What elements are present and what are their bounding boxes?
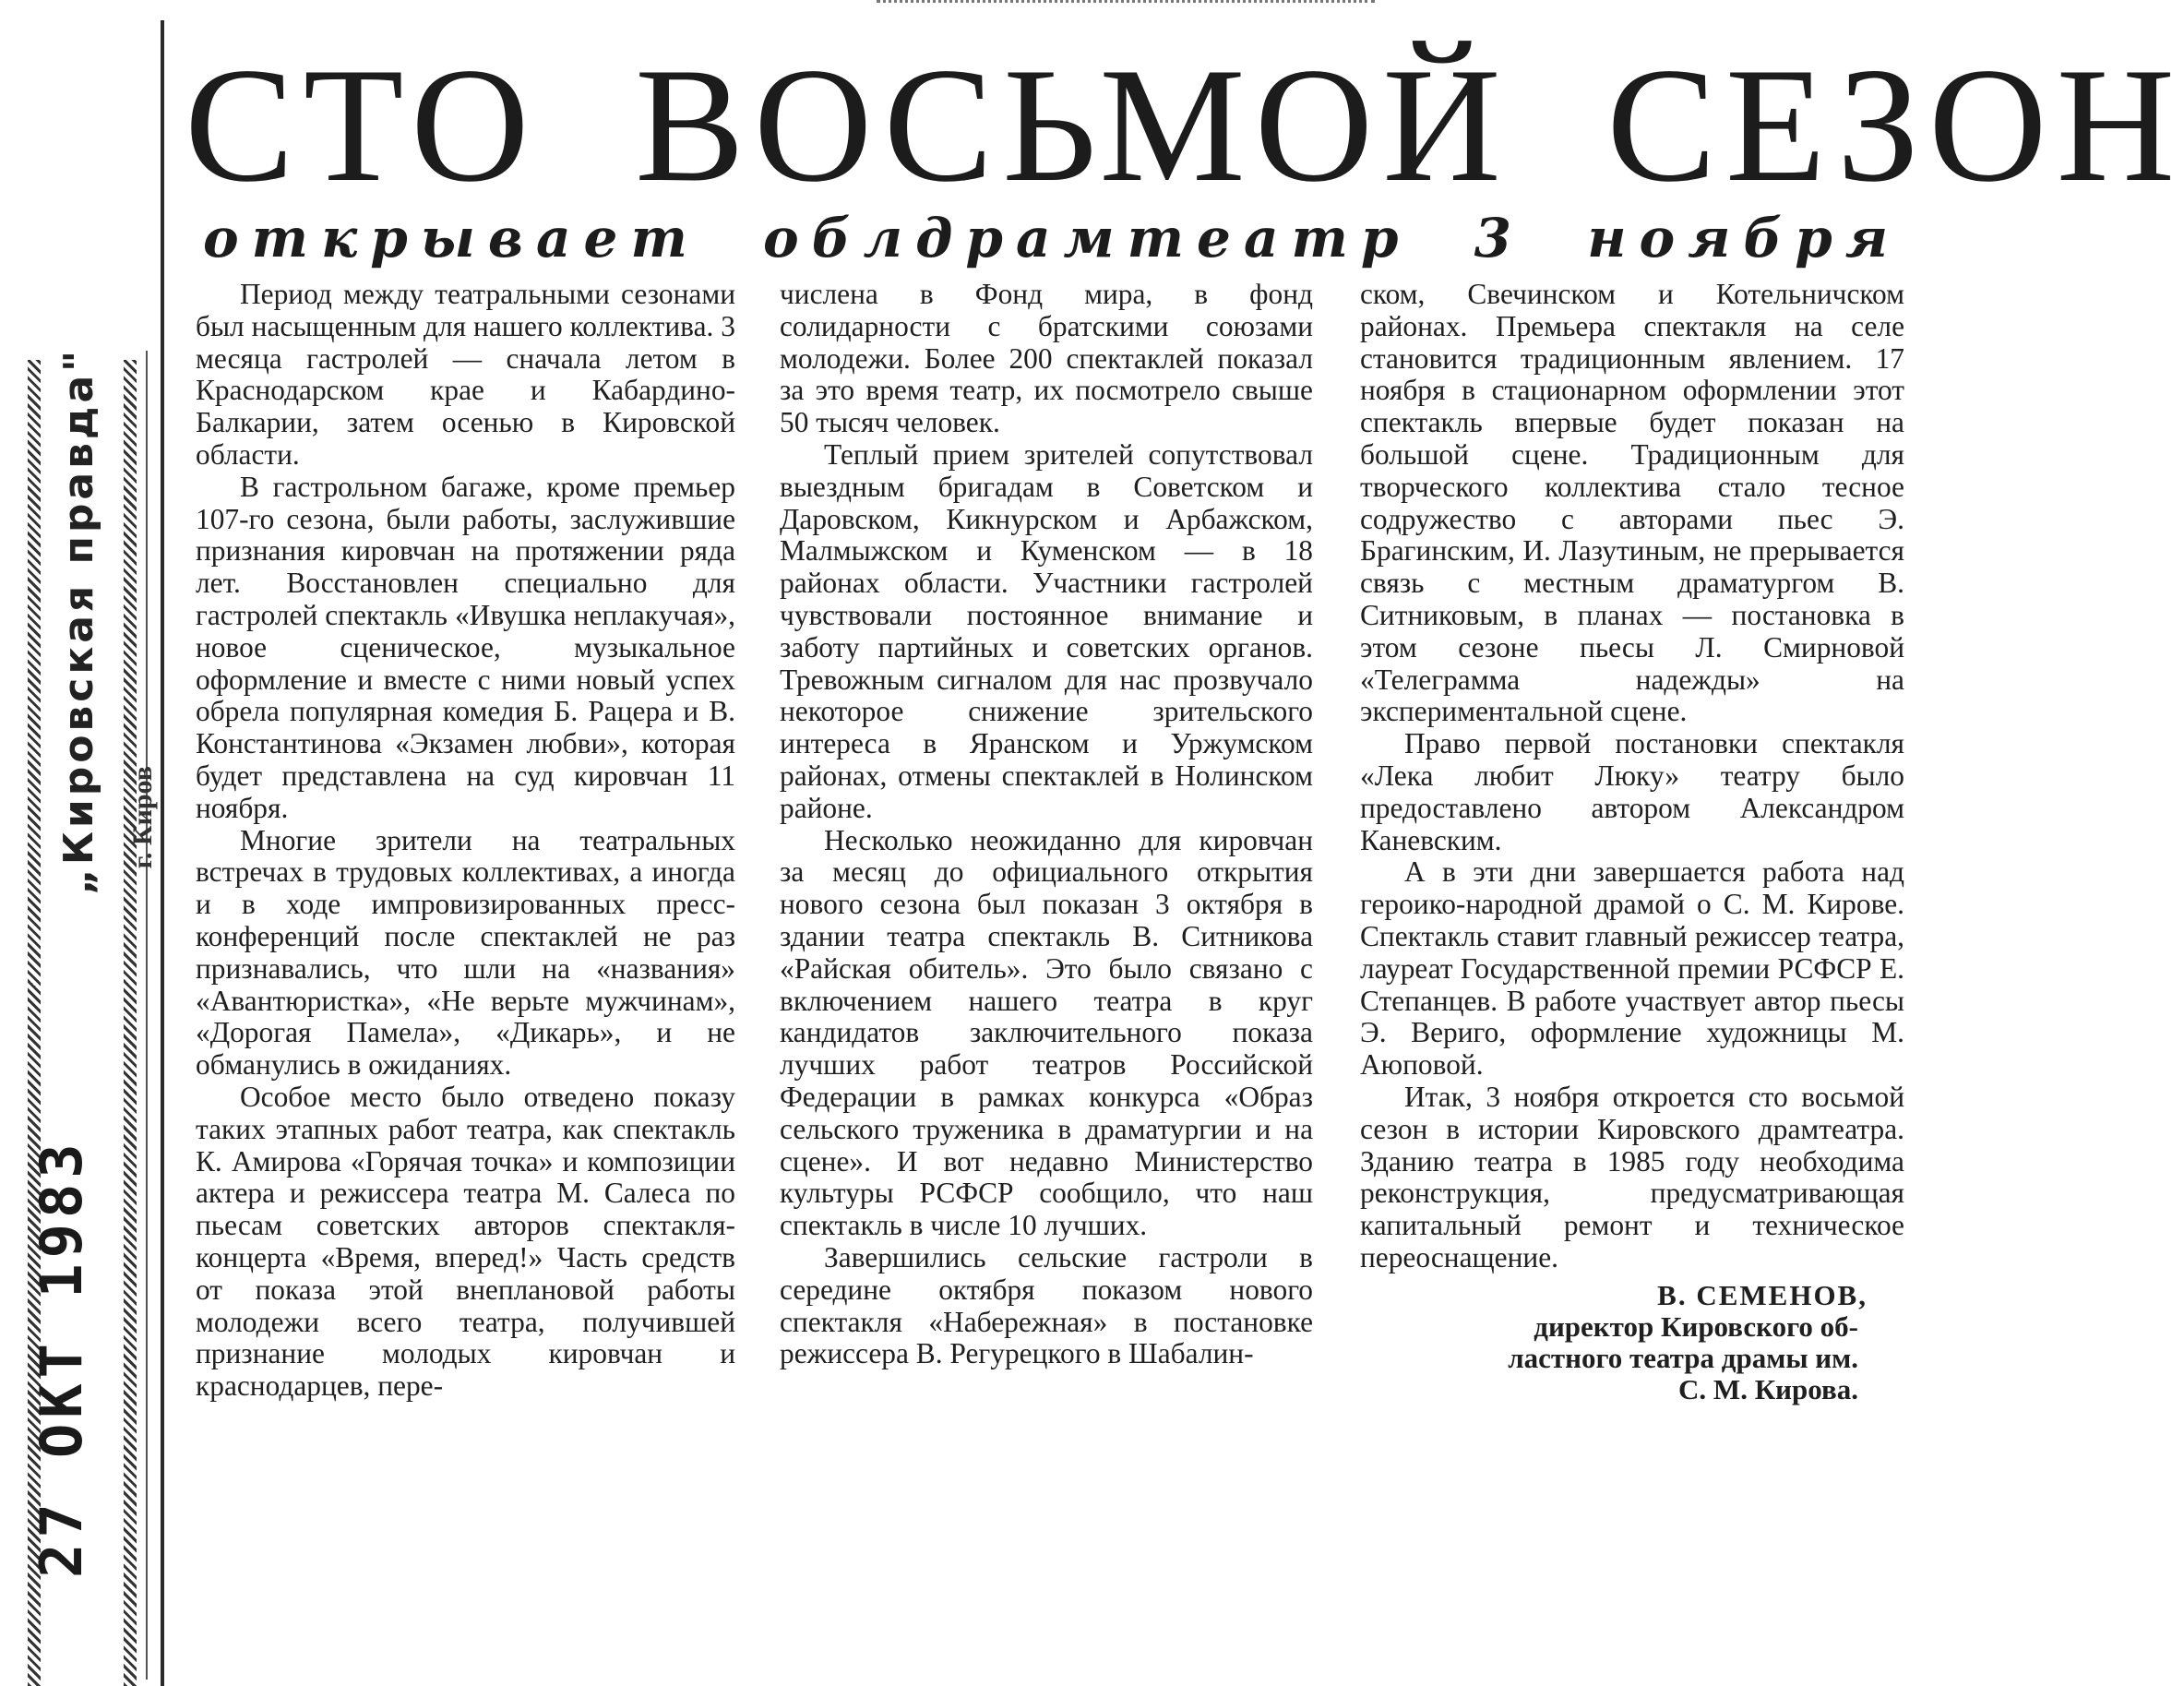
paragraph: Особое место было отведено показу таких этапных работ театра, как спектакль К. Амирова «Горячая точка» и композиции актера и режиссера театра М. Салеса по пьесам советских авторов спектакля-концерта «Время, вперед!» Часть средств от показа этой внеплановой работы молодежи всего театра, получившей признание молодых кировчан и краснодарцев, пере- bbox=[196, 1080, 735, 1403]
clipping-top-edge bbox=[877, 0, 1375, 8]
stamp-border-right bbox=[124, 360, 137, 1686]
author-position-line: С. М. Кирова. bbox=[1678, 1372, 1858, 1405]
article-column-1 bbox=[196, 279, 735, 1681]
author-name: В. СЕМЕНОВ, bbox=[1657, 1278, 1868, 1311]
article-headline: СТО ВОСЬМОЙ СЕЗОН bbox=[185, 33, 2184, 216]
paragraph: А в эти дни завершается работа над героико-народной драмой о С. М. Кирове. Спектакль ставит главный режиссер театра, лауреат Государственной премии РСФСР Е. Степанцев. В работе участвует автор пьесы Э. Вериго, оформление художницы М. Аюповой. bbox=[1360, 855, 1904, 1082]
date-stamp: 27 ОКТ 1983 bbox=[28, 1138, 95, 1578]
paragraph: Завершились сельские гастроли в середине октября показом нового спектакля «Набережная» в постановке режиссера В. Регурецкого в Шабалин- bbox=[780, 1240, 1313, 1370]
paragraph: Теплый прием зрителей сопутствовал выездным бригадам в Советском и Даровском, Кикнурском и Арбажском, Малмыжском и Куменском — в 18 районах области. Участники гастролей чувствовали постоянное внимание и заботу партийных и советских органов. Тревожным сигналом для нас прозвучало некоторое снижение зрительского интереса в Яранском и Уржумском районах, отмены спектаклей в Нолинском районе. bbox=[780, 437, 1313, 824]
author-signature bbox=[1360, 1280, 1904, 1405]
paragraph: ском, Свечинском и Котельничском районах. Премьера спектакля на селе становится традиционным явлением. 17 ноября в стационарном оформлении этот спектакль впервые будет показан на большой сцене. Традиционным для творческого коллектива стало тесное содружество с авторами пьес Э. Брагинским, И. Лазутиным, не прерывается связь с местным драматургом В. Ситниковым, в планах — постановка в этом сезоне пьесы Л. Смирновой «Телеграмма надежды» на экспериментальной сцене. bbox=[1360, 278, 1904, 728]
paragraph: Несколько неожиданно для кировчан за месяц до официального открытия нового сезона был показан 3 октября в здании театра спектакль В. Ситникова «Райская обитель». Это было связано с включением нашего театра в круг кандидатов заключительного показа лучших работ театров Российской Федерации в рамках конкурса «Образ сельского труженика в драматургии и на сцене». И вот недавно Министерство культуры РСФСР сообщило, что наш спектакль в числе 10 лучших. bbox=[780, 823, 1313, 1242]
paragraph: В гастрольном багаже, кроме премьер 107-го сезона, были работы, заслужившие признания кировчан на протяжении ряда лет. Восстановлен специально для гастролей спектакль «Ивушка неплакучая», новое сценическое, музыкальное оформление и вместе с ними новый успех обрела популярная комедия Б. Рацера и В. Константинова «Экзамен любви», которая будет представлена на суд кировчан 11 ноября. bbox=[196, 470, 735, 824]
paragraph: Период между театральными сезонами был насыщенным для нашего коллектива. 3 месяца гастролей — сначала летом в Краснодарском крае и Кабардино-Балкарии, затем осенью в Кировской области. bbox=[196, 278, 735, 471]
author-position-line: директор Кировского об- bbox=[1534, 1309, 1858, 1343]
article-column-3 bbox=[1360, 279, 1904, 1681]
paragraph: Итак, 3 ноября откроется сто восьмой сезон в истории Кировского драмтеатра. Зданию театра в 1985 году необходима реконструкция, предусматривающая капитальный ремонт и техническое переоснащение. bbox=[1360, 1080, 1904, 1273]
author-position-line: ластного театра драмы им. bbox=[1508, 1341, 1858, 1374]
article-column-2 bbox=[780, 279, 1313, 1681]
stamp-city: г. Киров bbox=[127, 766, 158, 869]
stamp-newspaper-name: „Кировская правда" bbox=[55, 346, 102, 895]
paragraph: Право первой постановки спектакля «Лека любит Люку» театру было предоставлено автором Александром Каневским. bbox=[1360, 727, 1904, 856]
column-rule-left bbox=[161, 20, 164, 1686]
paragraph: числена в Фонд мира, в фонд солидарности с братскими союзами молодежи. Более 200 спектаклей показал за это время театр, их посмотрело свыше 50 тысяч человек. bbox=[780, 278, 1313, 439]
paragraph: Многие зрители на театральных встречах в трудовых коллективах, а иногда и в ходе импровизированных пресс-конференций после спектаклей не раз признавались, что шли на «названия» «Авантюристка», «Не верьте мужчинам», «Дорогая Памела», «Дикарь», и не обманулись в ожиданиях. bbox=[196, 823, 735, 1082]
article-subheadline: открывает облдрамтеатр 3 ноября bbox=[203, 207, 1901, 269]
column-rule-inner bbox=[146, 351, 148, 1680]
